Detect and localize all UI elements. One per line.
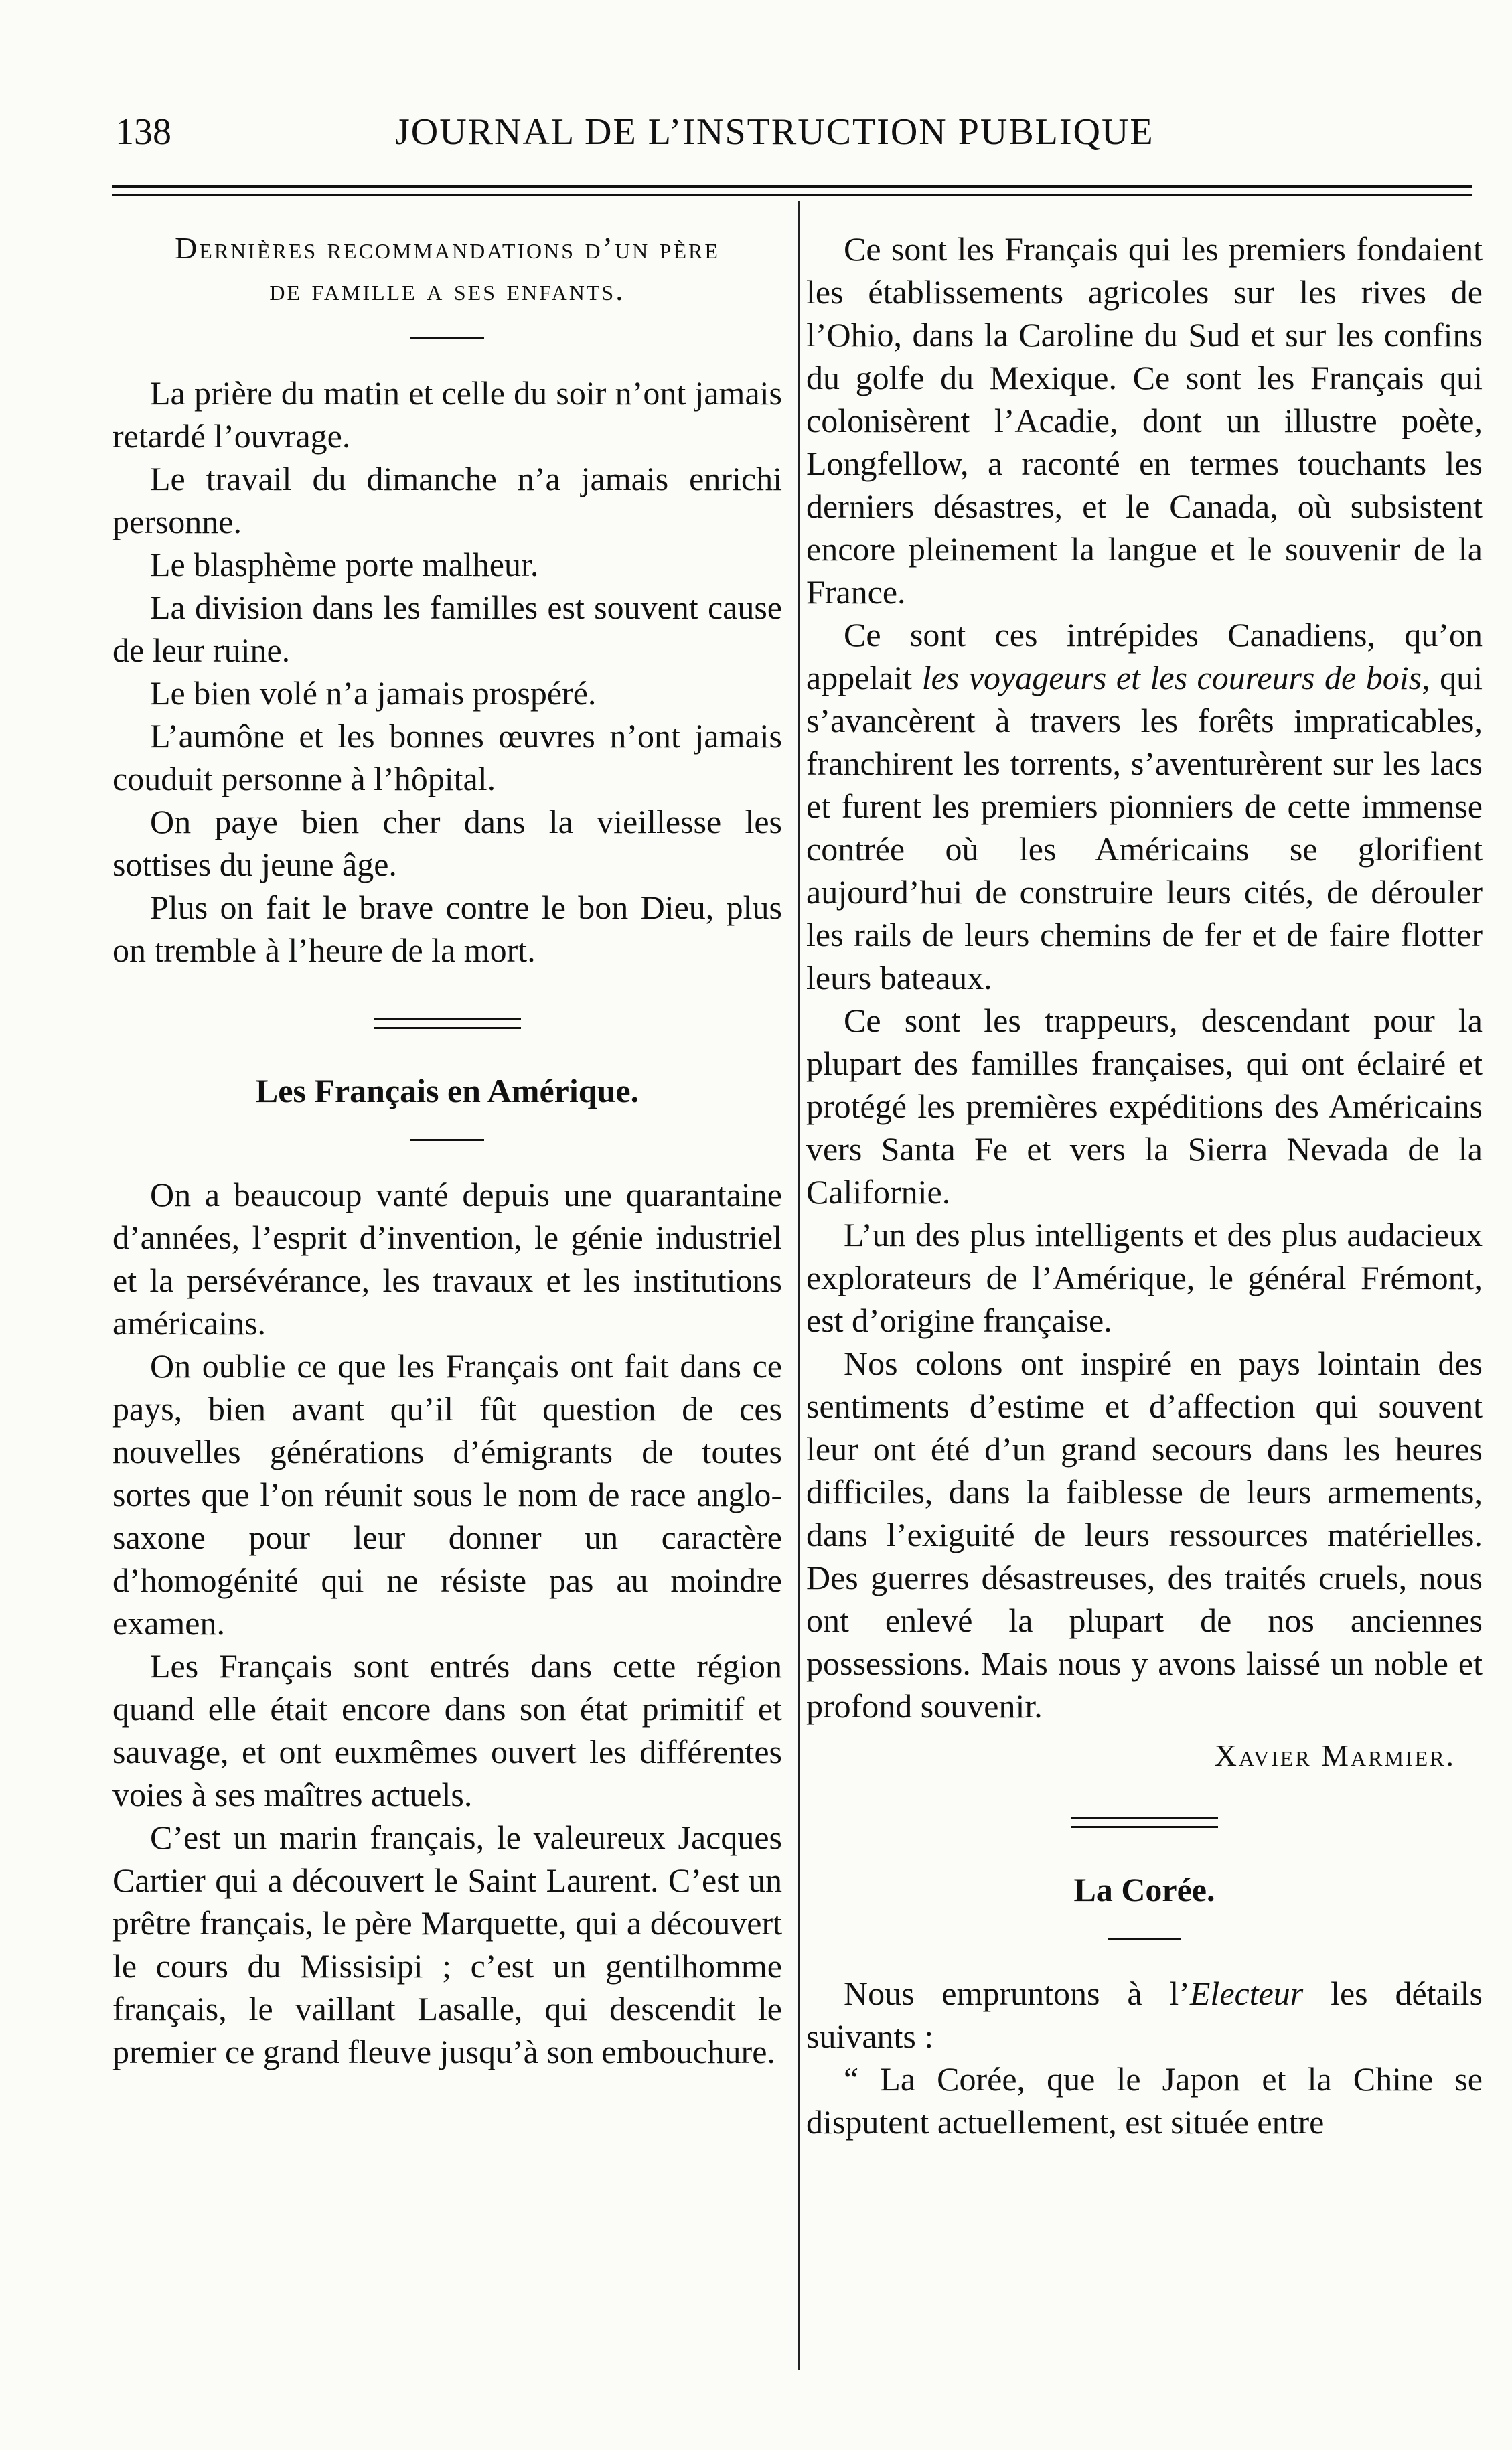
francais-paragraph: On oublie ce que les Français ont fait dans ce pays, bien avant qu’il fût question de ces nouvelles générations d’émigrants de toutes sortes que l’on réunit sous le nom de race anglo-saxone pour leur donner un caractère d’homogénité qui ne résiste pas au moindre examen. — [112, 1347, 782, 1642]
author-signature — [806, 1734, 1483, 1777]
coree-paragraph: “ La Corée, que le Japon et la Chine se disputent actuellement, est située entre — [806, 2060, 1483, 2141]
recommandation-paragraph: La prière du matin et celle du soir n’ont jamais retardé l’ouvrage. — [112, 374, 782, 455]
coree-paragraph — [806, 1972, 1483, 2058]
recommandation-paragraph: L’aumône et les bonnes œuvres n’ont jamais couduit personne à l’hôpital. — [112, 717, 782, 797]
francais-paragraph — [806, 613, 1483, 999]
recommandation-paragraph: Le bien volé n’a jamais prospéré. — [150, 674, 597, 712]
text-run: Ce sont ces intrépides Canadiens, qu’on appelait — [806, 616, 1483, 696]
section-double-rule — [1071, 1817, 1218, 1828]
francais-paragraph: C’est un marin français, le valeureux Jacques Cartier qui a découvert le Saint Laurent. C’est un prêtre français, le père Marquette, qui a découvert le cours du Missisipi ; c’est un gentilhomme français, le vaillant Lasalle, qui descendit le premier ce grand fleuve jusqu’à son embouchure. — [112, 1819, 782, 2070]
recommandations-title — [112, 228, 782, 311]
left-column — [112, 228, 782, 2073]
francais-paragraph: Ce sont les Français qui les premiers fondaient les établissements agricoles sur les rives de l’Ohio, dans la Caroline du Sud et sur les confins du golfe du Mexique. Ce sont les Français qui colonisèrent l’Acadie, dont un illustre poète, Longfellow, a raconté en termes touchants les derniers désastres, et le Canada, où subsistent encore pleinement la langue et le souvenir de la France. — [806, 230, 1483, 611]
recommandation-paragraph: La division dans les familles est souvent cause de leur ruine. — [112, 589, 782, 669]
author-name: Xavier Marmier. — [1214, 1738, 1456, 1772]
recommandation-paragraph: Le travail du dimanche n’a jamais enrichi personne. — [112, 460, 782, 540]
page-number: 138 — [115, 111, 171, 153]
recommandations-title-line2: de famille a ses enfants. — [269, 273, 625, 307]
header-rule-thin — [112, 194, 1472, 196]
coree-title: La Corée. — [1073, 1871, 1215, 1908]
italic-text: Electeur — [1189, 1975, 1304, 2012]
francais-title: Les Français en Amérique. — [255, 1072, 639, 1109]
francais-paragraph: Nos colons ont inspiré en pays lointain des sentiments d’estime et d’affection qui souvent leur ont été d’un grand secours dans les heures difficiles, dans la faiblesse de leurs armements, dans l’exiguité de leurs ressources matérielles. Des guerres désastreuses, des traités cruels, nous ont enlevé la plupart de nos anciennes possessions. Mais nous y avons laissé un noble et profond souvenir. — [806, 1345, 1483, 1725]
column-divider — [798, 201, 800, 2370]
francais-paragraph: Les Français sont entrés dans cette région quand elle était encore dans son état primitif et sauvage, et ont euxmêmes ouvert les différentes voies à ses maîtres actuels. — [112, 1647, 782, 1813]
italic-text: les voyageurs et les coureurs de bois — [921, 659, 1422, 696]
section-double-rule — [374, 1018, 521, 1029]
header-rule-thick — [112, 185, 1472, 188]
section-short-rule — [1108, 1938, 1181, 1940]
francais-paragraph: L’un des plus intelligents et des plus audacieux explorateurs de l’Amérique, le général Frémont, est d’origine française. — [806, 1216, 1483, 1339]
section-short-rule — [410, 337, 484, 339]
francais-paragraph: Ce sont les trappeurs, descendant pour la plupart des familles françaises, qui ont éclairé et protégé les premières expéditions des Américains vers Santa Fe et vers la Sierra Nevada de la Californie. — [806, 1002, 1483, 1211]
journal-title: JOURNAL DE L’INSTRUCTION PUBLIQUE — [395, 111, 1154, 153]
recommandation-paragraph: On paye bien cher dans la vieillesse les sottises du jeune âge. — [112, 803, 782, 883]
section-short-rule — [410, 1139, 484, 1141]
right-column — [806, 228, 1483, 2143]
text-run: les détails suivants : — [806, 1975, 1483, 2055]
recommandation-paragraph: Plus on fait le brave contre le bon Dieu, plus on tremble à l’heure de la mort. — [112, 889, 782, 969]
text-run: Nous empruntons à l’ — [844, 1975, 1190, 2012]
running-head — [0, 110, 1512, 164]
francais-paragraph: On a beaucoup vanté depuis une quarantaine d’années, l’esprit d’invention, le génie industriel et la persévérance, les travaux et les institutions américains. — [112, 1176, 782, 1342]
text-run: , qui s’avancèrent à travers les forêts impraticables, franchirent les torrents, s’aventurèrent sur les lacs et furent les premiers pionniers de cette immense contrée où les Américains se glorifient aujourd’hui de construire leurs cités, de dérouler les rails de leurs chemins de fer et de faire flotter leurs bateaux. — [806, 659, 1483, 996]
recommandation-paragraph: Le blasphème porte malheur. — [150, 546, 539, 583]
recommandations-title-line1: Dernières recommandations d’un père — [175, 231, 720, 265]
